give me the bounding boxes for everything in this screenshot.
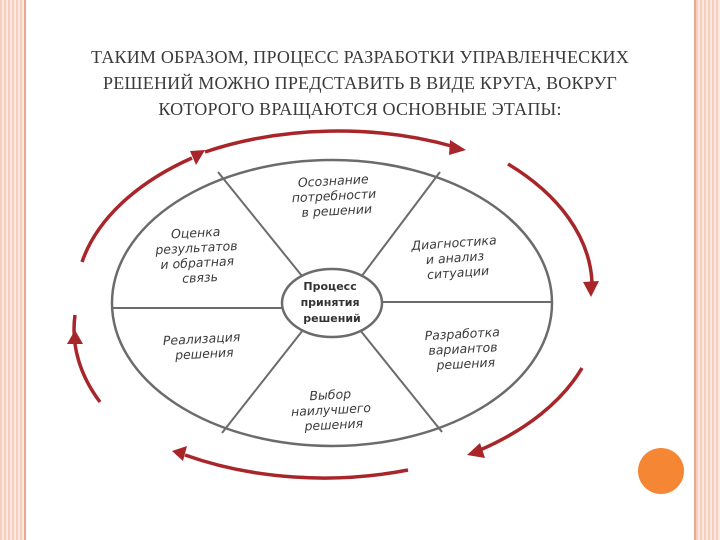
stage-development-line-3: решения	[436, 354, 496, 373]
arrow-head-bottom	[172, 446, 187, 461]
center-line-2: принятия	[300, 296, 360, 309]
arrow-head-bottom-right	[467, 443, 485, 458]
stage-awareness-line-3: в решении	[301, 201, 373, 220]
arrow-arc-left	[74, 315, 100, 402]
stage-evaluation-line-2: результатов	[154, 237, 238, 258]
stage-implementation	[162, 329, 245, 363]
stage-selection-line-2: наилучшего	[290, 400, 372, 420]
title-line-2: РЕШЕНИЙ МОЖНО ПРЕДСТАВИТЬ В ВИДЕ КРУГА, ВОКРУГ	[102, 73, 618, 93]
center-line-3: решений	[303, 312, 361, 325]
stage-implementation-line-2: решения	[174, 344, 234, 363]
arrow-arc-top	[205, 131, 455, 152]
arrow-head-left	[67, 330, 83, 344]
title-line-3: КОТОРОГО ВРАЩАЮТСЯ ОСНОВНЫЕ ЭТАПЫ:	[158, 99, 562, 119]
arrow-arc-bottom	[185, 455, 408, 478]
stage-diagnostics-line-3: ситуации	[426, 262, 490, 283]
stage-awareness	[291, 171, 382, 221]
stage-awareness-line-2: потребности	[291, 185, 377, 206]
stage-selection-line-1: Выбор	[308, 386, 352, 404]
stage-diagnostics-line-1: Диагностика	[410, 232, 498, 254]
arrow-head-top	[449, 140, 466, 155]
arrow-head-top-left	[190, 150, 205, 165]
stage-evaluation-line-3: и обратная	[160, 253, 235, 273]
orange-circle-decoration	[638, 448, 684, 494]
stage-evaluation-line-4: связь	[181, 269, 219, 286]
arrow-head-right	[583, 281, 599, 297]
stage-development-line-2: вариантов	[428, 339, 498, 358]
stage-awareness-line-1: Осознание	[297, 171, 369, 190]
stage-development-line-1: Разработка	[424, 324, 501, 344]
center-label	[301, 280, 364, 325]
stage-selection-line-3: решения	[304, 415, 364, 434]
title-line-1: ТАКИМ ОБРАЗОМ, ПРОЦЕСС РАЗРАБОТКИ УПРАВЛЕНЧЕСКИХ	[91, 47, 629, 67]
center-line-1: Процесс	[303, 280, 357, 293]
stage-diagnostics-line-2: и анализ	[425, 248, 485, 268]
stage-evaluation-line-1: Оценка	[170, 223, 221, 242]
stage-implementation-line-1: Реализация	[162, 329, 241, 349]
stage-development	[424, 324, 506, 373]
